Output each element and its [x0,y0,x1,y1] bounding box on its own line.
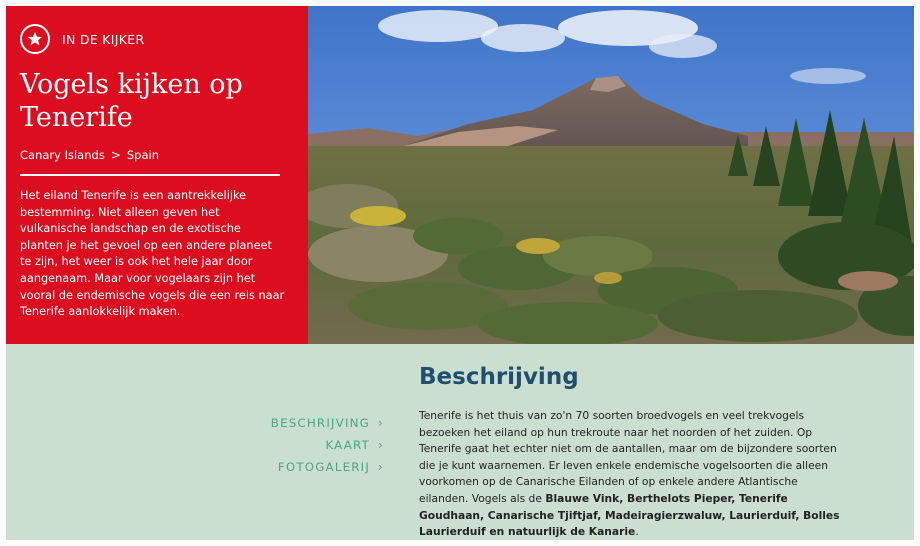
nav-label-kaart: KAART [325,438,370,452]
hero-info-panel [6,6,308,344]
nav-link-fotogalerij[interactable] [271,456,384,478]
section-nav [271,412,384,478]
breadcrumb [20,148,159,162]
species-list: Blauwe Vink, Berthelots Pieper, Tenerife Goudhaan, Canarische Tjiftjaf, Madeiragierzwaluw, Laurierduif, Bolles Laurierduif en natuurlijk de Kanarie [419,491,840,539]
divider [20,174,280,176]
landscape-photo-icon [308,6,914,344]
nav-label-beschrijving: BESCHRIJVING [270,416,370,430]
hero-photo [308,6,914,344]
description-text [419,408,844,540]
hero-section [6,6,914,344]
description-section [6,344,914,540]
chevron-right-icon: › [378,416,384,430]
kicker [20,24,144,54]
intro-text: Het eiland Tenerife is een aantrekkelijke bestemming. Niet alleen geven het vulkanische landschap en de exotische planten je het gevoel op een andere planeet te zijn, het weer is ook het hele jaar door aangenaam. Maar voor vogelaars zijn het vooral de endemische vogels die een reis naar Tenerife aanlokkelijk maken. [20,189,285,319]
kicker-label: IN DE KIJKER [62,31,145,47]
star-circle-icon [20,24,50,54]
nav-link-kaart[interactable] [271,434,384,456]
breadcrumb-item-spain[interactable]: Spain [126,148,160,162]
description-trailing: . [635,525,639,539]
chevron-right-icon: › [378,460,384,474]
breadcrumb-separator: > [110,148,121,162]
section-heading: Beschrijving [419,364,579,390]
page-title: Vogels kijken op Tenerife [20,69,243,133]
nav-link-beschrijving[interactable] [271,412,384,434]
page-frame [6,6,914,540]
breadcrumb-item-canary-islands[interactable]: Canary Islands [20,148,105,162]
chevron-right-icon: › [378,438,384,452]
description-body: Tenerife is het thuis van zo'n 70 soorten broedvogels en veel trekvogels bezoeken het eiland op hun trekroute naar het noorden of het zuiden. Op Tenerife gaat het echter niet om de aantallen, maar om de bijzondere soorten die je kunt waarnemen. Er leven enkele endemische vogelsoorten die alleen voorkomen op de Canarische Eilanden of op enkele andere Atlantische eilanden. Vogels als de [419,409,837,505]
nav-label-fotogalerij: FOTOGALERIJ [277,460,370,474]
